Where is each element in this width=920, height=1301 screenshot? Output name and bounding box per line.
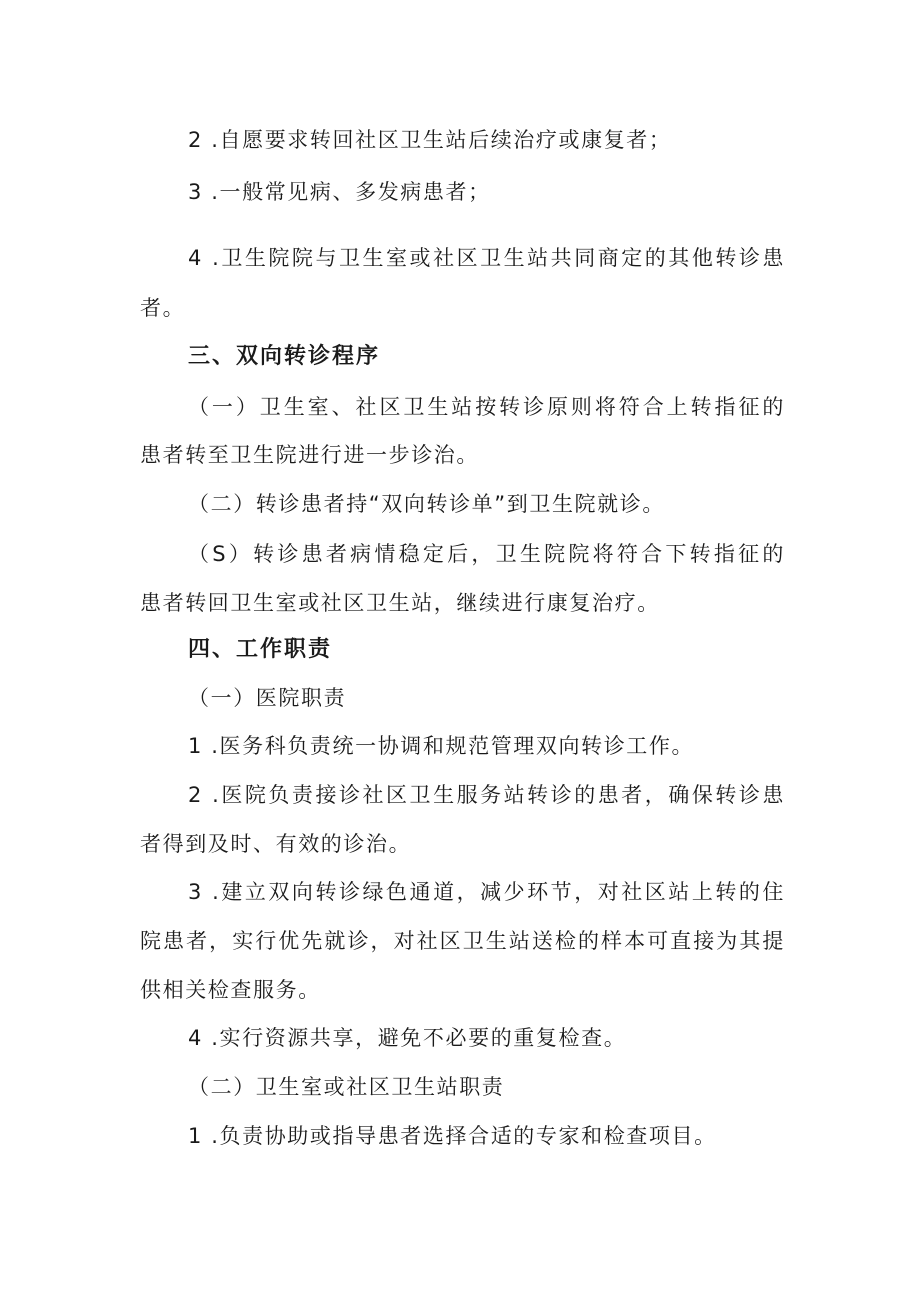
procedure-item-3-continuation: 患者转回卫生室或社区卫生站，继续进行康复治疗。 [140,591,660,615]
section-heading-referral-procedure: 三、双向转诊程序 [188,344,381,369]
subsection-hospital-duties: （一）医院职责 [188,686,347,710]
hospital-duty-3-end: 供相关检查服务。 [140,978,321,1002]
subsection-clinic-duties: （二）卫生室或社区卫生站职责 [188,1075,505,1099]
hospital-duty-4: 4 .实行资源共享，避免不必要的重复检查。 [188,1026,627,1050]
hospital-duty-3-continuation: 院患者，实行优先就诊，对社区卫生站送检的样本可直接为其提 [140,929,785,953]
clinic-duty-1: 1 .负责协助或指导患者选择合适的专家和检查项目。 [188,1124,717,1148]
procedure-item-3: （S）转诊患者病情稳定后，卫生院院将符合下转指征的 [188,542,785,566]
procedure-item-2: （二）转诊患者持“双向转诊单”到卫生院就诊。 [188,492,665,516]
hospital-duty-1: 1 .医务科负责统一协调和规范管理双向转诊工作。 [188,734,695,758]
list-item-3-common-disease: 3 .一般常见病、多发病患者； [188,180,491,204]
list-item-4-other-referral: 4 .卫生院院与卫生室或社区卫生站共同商定的其他转诊患 [188,246,785,270]
hospital-duty-2-continuation: 者得到及时、有效的诊治。 [140,832,412,856]
hospital-duty-2: 2 .医院负责接诊社区卫生服务站转诊的患者，确保转诊患 [188,783,785,807]
hospital-duty-3: 3 .建立双向转诊绿色通道，减少环节，对社区站上转的住 [188,880,785,904]
list-item-2-voluntary-return: 2 .自愿要求转回社区卫生站后续治疗或康复者； [188,128,672,152]
procedure-item-1: （一）卫生室、社区卫生站按转诊原则将符合上转指征的 [188,395,785,419]
list-item-4-continuation: 者。 [140,296,186,320]
section-heading-work-duties: 四、工作职责 [188,637,333,662]
procedure-item-1-continuation: 患者转至卫生院进行进一步诊治。 [140,443,479,467]
